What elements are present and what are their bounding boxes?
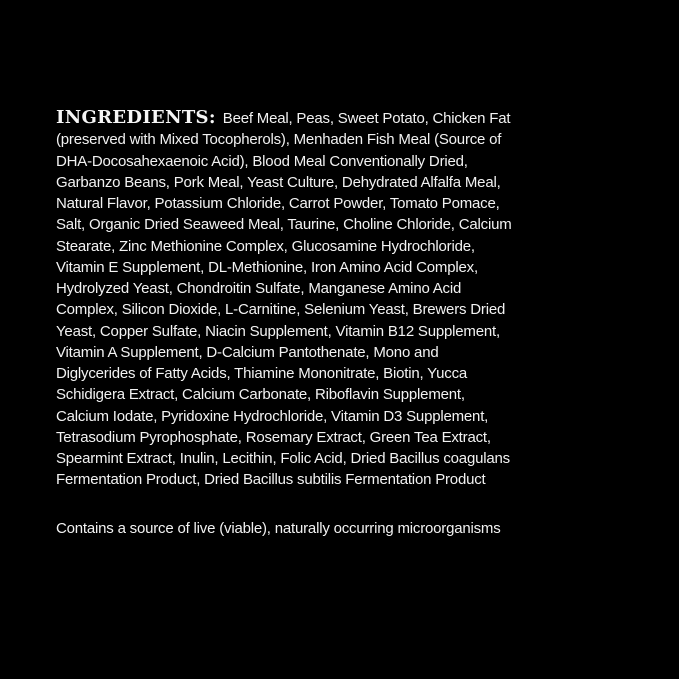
microorganisms-note: Contains a source of live (viable), naturally occurring microorganisms xyxy=(56,519,501,537)
ingredients-line xyxy=(56,107,631,129)
ingredients-line: DHA-Docosahexaenoic Acid), Blood Meal Conventionally Dried, xyxy=(56,152,468,170)
ingredients-line: Garbanzo Beans, Pork Meal, Yeast Culture, Dehydrated Alfalfa Meal, xyxy=(56,173,501,191)
ingredients-panel xyxy=(56,107,631,539)
ingredients-line: Calcium Iodate, Pyridoxine Hydrochloride, Vitamin D3 Supplement, xyxy=(56,407,489,425)
ingredients-line: Stearate, Zinc Methionine Complex, Glucosamine Hydrochloride, xyxy=(56,237,475,255)
ingredients-line: Complex, Silicon Dioxide, L-Carnitine, Selenium Yeast, Brewers Dried xyxy=(56,301,506,319)
ingredients-line: Vitamin E Supplement, DL-Methionine, Iron Amino Acid Complex, xyxy=(56,258,478,276)
ingredients-line: (preserved with Mixed Tocopherols), Menhaden Fish Meal (Source of xyxy=(56,131,502,149)
ingredients-line: Fermentation Product, Dried Bacillus subtilis Fermentation Product xyxy=(56,471,486,489)
ingredients-line: Hydrolyzed Yeast, Chondroitin Sulfate, Manganese Amino Acid xyxy=(56,280,462,297)
ingredients-line: Natural Flavor, Potassium Chloride, Carrot Powder, Tomato Pomace, xyxy=(56,195,500,212)
ingredients-line-text: Beef Meal, Peas, Sweet Potato, Chicken Fat xyxy=(222,110,511,127)
ingredients-line: Diglycerides of Fatty Acids, Thiamine Mononitrate, Biotin, Yucca xyxy=(56,365,468,382)
ingredients-line: Yeast, Copper Sulfate, Niacin Supplement, Vitamin B12 Supplement, xyxy=(56,322,500,340)
ingredients-line: Tetrasodium Pyrophosphate, Rosemary Extract, Green Tea Extract, xyxy=(56,428,491,446)
ingredients-line: Vitamin A Supplement, D-Calcium Pantothenate, Mono and xyxy=(56,343,439,361)
ingredients-line: Schidigera Extract, Calcium Carbonate, Riboflavin Supplement, xyxy=(56,386,465,404)
ingredients-line: Spearmint Extract, Inulin, Lecithin, Folic Acid, Dried Bacillus coagulans xyxy=(56,450,510,467)
ingredients-heading: INGREDIENTS: xyxy=(56,107,216,128)
ingredients-line: Salt, Organic Dried Seaweed Meal, Taurine, Choline Chloride, Calcium xyxy=(56,216,512,234)
